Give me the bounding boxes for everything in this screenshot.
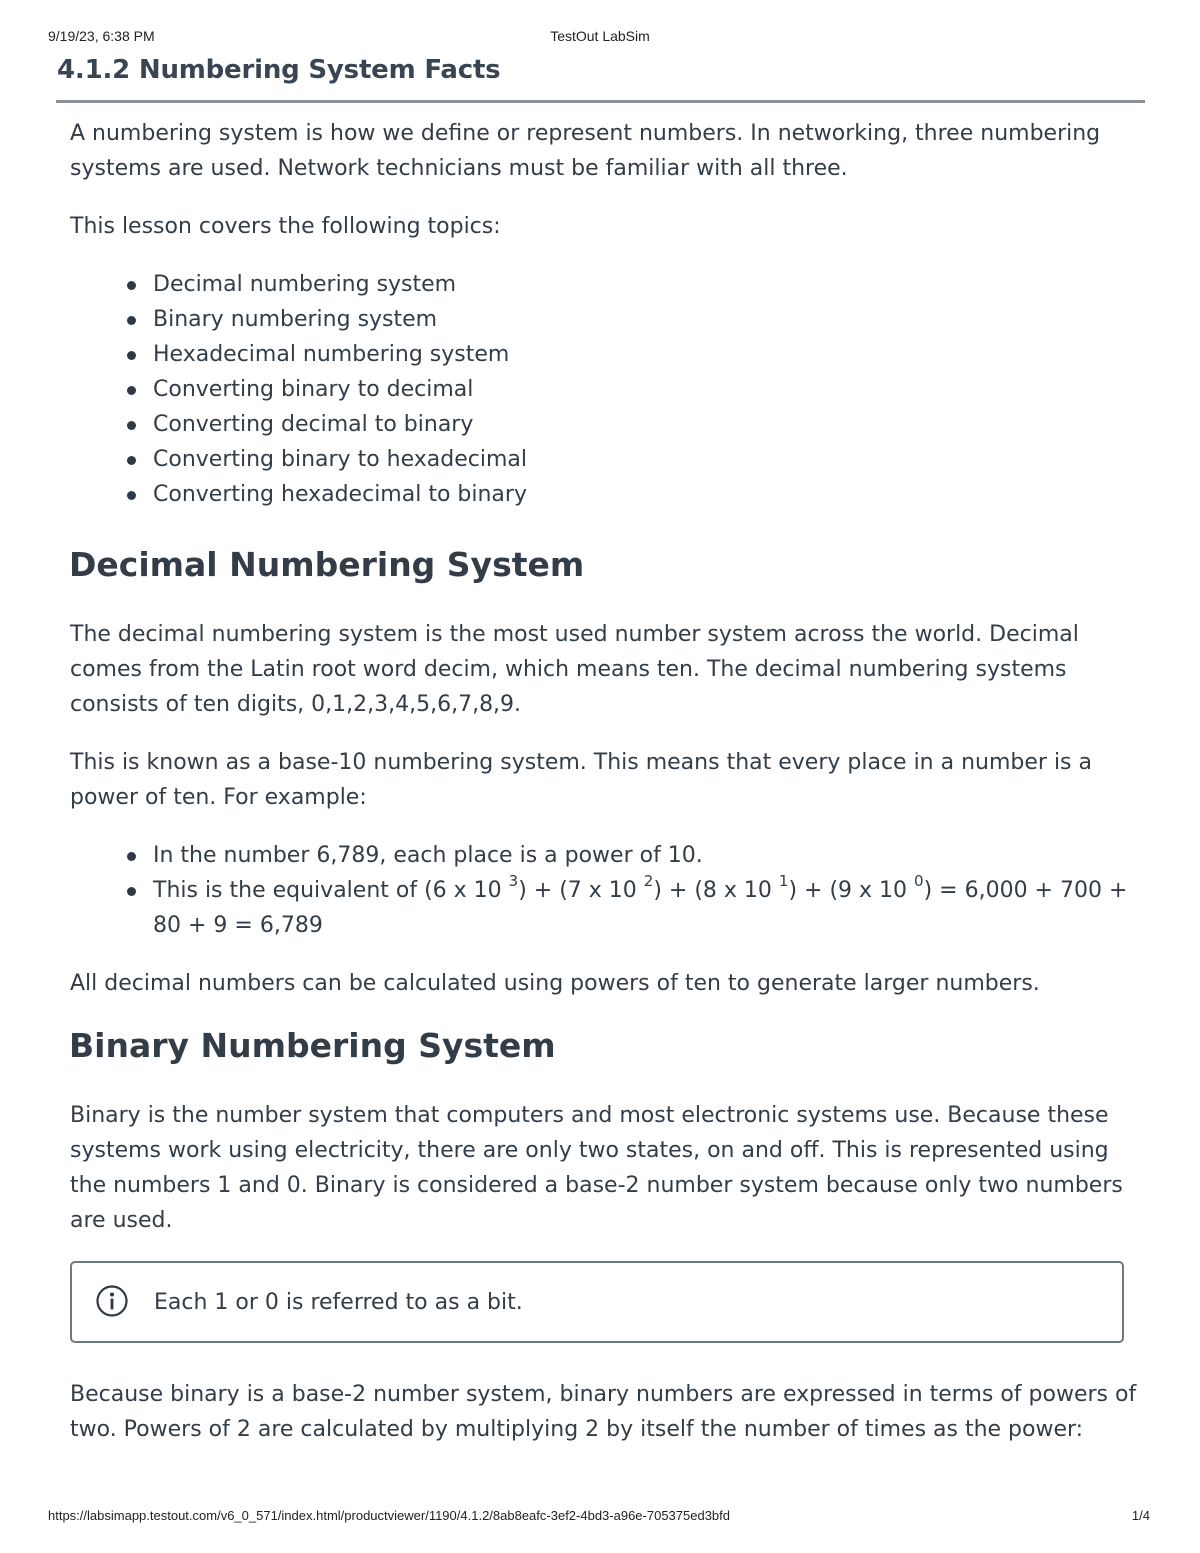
binary-paragraph-1: Binary is the number system that computers and most electronic systems use. Because these systems work using electricity, there are only two states, on and off. This is represented using the numbers 1 and 0. Binary is considered a base-2 number system because only two numbers are used. <box>70 1103 1123 1233</box>
exponent: 1 <box>778 871 789 890</box>
print-site-title: TestOut LabSim <box>550 28 650 44</box>
list-item-equivalent <box>153 873 1140 943</box>
exponent: 2 <box>643 871 654 890</box>
list-item: Decimal numbering system <box>153 267 1140 302</box>
print-header <box>48 28 1152 48</box>
exponent: 0 <box>914 871 924 890</box>
decimal-paragraph-1: The decimal numbering system is the most used number system across the world. Decimal comes from the Latin root word decim, which means ten. The decimal numbering systems consists of ten digits, 0,1,2,3,4,5,6,7,8,9. <box>70 622 1079 717</box>
list-item: Converting binary to decimal <box>153 372 1140 407</box>
lesson-content <box>70 116 1140 1470</box>
print-footer <box>48 1508 1150 1528</box>
equation-text: ) + (7 x 10 <box>518 878 644 903</box>
page-number: 1/4 <box>1131 1508 1150 1523</box>
topics-lead: This lesson covers the following topics: <box>70 214 501 239</box>
list-item: Converting hexadecimal to binary <box>153 477 1140 512</box>
binary-heading: Binary Numbering System <box>69 1026 556 1065</box>
decimal-heading: Decimal Numbering System <box>69 545 585 584</box>
equation-text: ) = 6,000 + 700 + 80 + 9 = 6,789 <box>153 878 1128 938</box>
intro-paragraph: A numbering system is how we define or represent numbers. In networking, three numbering systems are used. Network technicians must be familiar with all three. <box>70 121 1101 181</box>
list-item: Converting binary to hexadecimal <box>153 442 1140 477</box>
exponent: 3 <box>508 871 519 890</box>
print-url: https://labsimapp.testout.com/v6_0_571/index.html/productviewer/1190/4.1.2/8ab8eafc-3ef2-4bd3-a96e-705375ed3bfd <box>48 1508 730 1523</box>
binary-paragraph-2: Because binary is a base-2 number system, binary numbers are expressed in terms of powers of two. Powers of 2 are calculated by multiplying 2 by itself the number of times as the power: <box>70 1382 1137 1442</box>
equation-text: ) + (8 x 10 <box>653 878 779 903</box>
info-callout <box>70 1261 1124 1343</box>
decimal-paragraph-2: This is known as a base-10 numbering system. This means that every place in a number is a power of ten. For example: <box>70 750 1092 810</box>
print-date: 9/19/23, 6:38 PM <box>48 28 155 44</box>
callout-text: Each 1 or 0 is referred to as a bit. <box>154 1290 523 1315</box>
title-divider <box>56 100 1145 103</box>
equation-text: ) + (9 x 10 <box>788 878 915 903</box>
equation-text: This is the equivalent of (6 x 10 <box>153 878 509 903</box>
list-item: In the number 6,789, each place is a power of 10. <box>153 838 1140 873</box>
list-item: Binary numbering system <box>153 302 1140 337</box>
info-icon <box>96 1285 128 1317</box>
list-item: Hexadecimal numbering system <box>153 337 1140 372</box>
decimal-paragraph-3: All decimal numbers can be calculated using powers of ten to generate larger numbers. <box>70 971 1040 996</box>
topics-list <box>70 267 1140 512</box>
decimal-example-list <box>70 838 1140 943</box>
page-title: 4.1.2 Numbering System Facts <box>57 55 501 85</box>
list-item: Converting decimal to binary <box>153 407 1140 442</box>
